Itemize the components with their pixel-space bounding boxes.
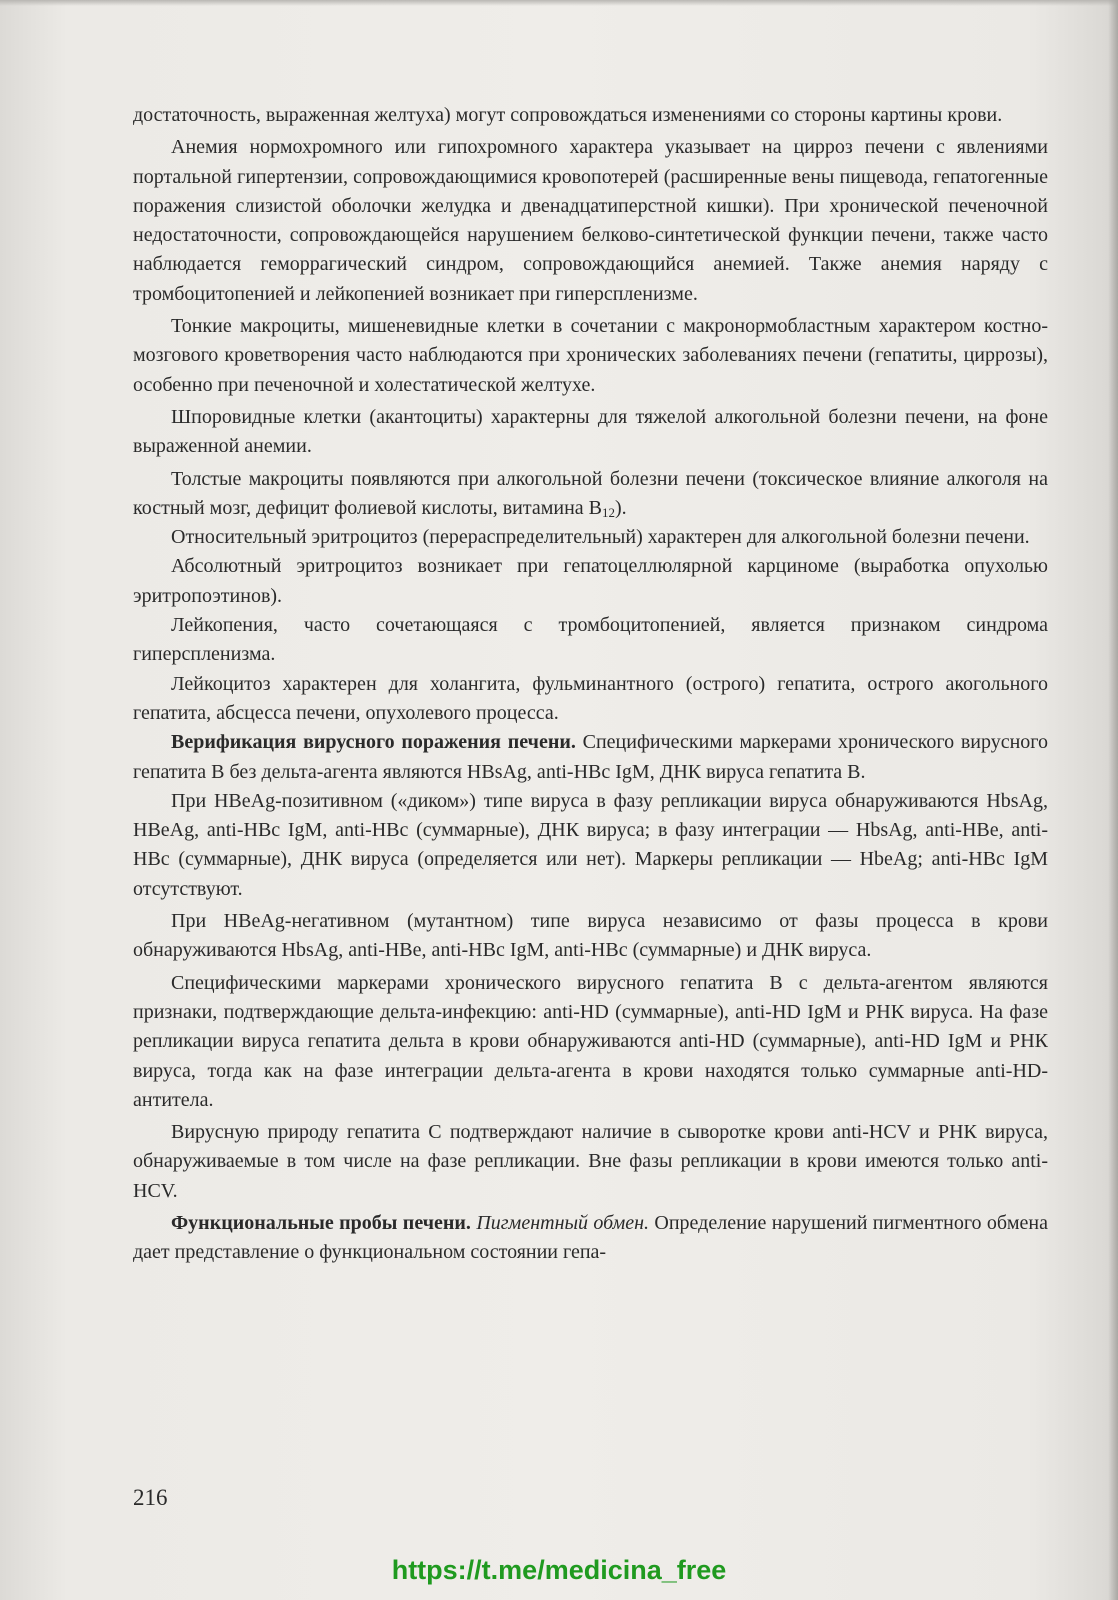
verification-text: Специфическими маркерами хронического вирусного гепатита В без дельта-агента являются HBsAg, anti-HBc IgM, ДНК вируса гепатита В. (133, 731, 1048, 783)
body-text (133, 101, 1048, 1268)
paragraph-macrocytes (133, 465, 1048, 524)
functional-heading: Функциональные пробы печени. (171, 1211, 471, 1234)
paragraph: Специфическими маркерами хронического вирусного гепатита В с дельта-агентом являются признаки, подтверждающие дельта-инфекцию: anti-HD (суммарные), anti-HD IgM и РНК вируса. На фазе репликации вируса гепатита дельта в крови обнаруживаются anti-HD (суммарные), anti-HD IgM и РНК вируса, тогда как на фазе интеграции дельта-агента в крови находятся только суммарные anti-HD-антитела. (133, 971, 1048, 1111)
paragraph: Лейкопения, часто сочетающаяся с тромбоцитопенией, является признаком синдрома гиперспленизма. (133, 614, 1048, 666)
verification-heading: Верификация вирусного поражения печени. (171, 731, 576, 754)
vitamin-subscript: 12 (602, 504, 616, 520)
paragraph: Абсолютный эритроцитоз возникает при гепатоцеллюлярной карциноме (выработка опухолью эритропоэтинов). (133, 555, 1048, 607)
footer-link[interactable]: https://t.me/medicina_free (391, 1555, 727, 1585)
paragraph-verification (133, 728, 1048, 787)
paragraph: достаточность, выраженная желтуха) могут сопровождаться изменениями со стороны картины крови. (133, 104, 1003, 126)
paragraph: Тонкие макроциты, мишеневидные клетки в сочетании с макронормобластным характером костно-мозгового кроветворения часто наблюдаются при хронических заболеваниях печени (гепатиты, циррозы), особенно при печеночной и холестатической желтухе. (133, 315, 1048, 396)
paragraph: Относительный эритроцитоз (перераспределительный) характерен для алкогольной болезни печени. (171, 526, 1030, 549)
functional-subheading: Пигментный обмен. (476, 1211, 650, 1234)
paragraph: Анемия нормохромного или гипохромного характера указывает на цирроз печени с явлениями портальной гипертензии, сопровождающимися кровопотерей (расширенные вены пищевода, гепатогенные поражения слизистой оболочки желудка и двенадцатиперстной кишки). При хронической печеночной недостаточности, сопровождающейся нарушением белково-синтетической функции печени, также часто наблюдается геморрагический синдром, сопровождающийся анемией. Также анемия наряду с тромбоцитопенией и лейкопенией возникает при гиперспленизме. (133, 136, 1048, 305)
macrocytes-tail: ). (615, 496, 627, 519)
scan-shadow-top (0, 0, 1118, 6)
page-number: 216 (133, 1485, 168, 1510)
paragraph: Вирусную природу гепатита С подтверждают наличие в сыворотке крови anti-HCV и РНК вируса, обнаруживаемые в том числе на фазе репликации. Вне фазы репликации в крови имеются только anti-HCV. (133, 1121, 1048, 1202)
scan-shadow-right (1108, 0, 1118, 1600)
paragraph-functional (133, 1209, 1048, 1268)
functional-text: Определение нарушений пигментного обмена дает представление о функциональном состоянии гепа- (133, 1211, 1049, 1264)
macrocytes-text: Толстые макроциты появляются при алкогольной болезни печени (токсическое влияние алкоголя на костный мозг, дефицит фолиевой кислоты, витамина B (133, 467, 1048, 519)
paragraph: Лейкоцитоз характерен для холангита, фульминантного (острого) гепатита, острого акогольного гепатита, абсцесса печени, опухолевого процесса. (133, 672, 1048, 724)
paragraph: При HBeAg-позитивном («диком») типе вируса в фазу репликации вируса обнаруживаются HbsAg, HBeAg, anti-HBc IgM, anti-HBc (суммарные), ДНК вируса; в фазу интеграции — HbsAg, anti-HBe, anti-HBc (суммарные), ДНК вируса (определяется или нет). Маркеры репликации — HbeAg; anti-HBc IgM отсутствуют. (133, 789, 1048, 900)
paragraph: Шпоровидные клетки (акантоциты) характерны для тяжелой алкогольной болезни печени, на фоне выраженной анемии. (133, 405, 1048, 458)
paragraph: При HBeAg-негативном (мутантном) типе вируса независимо от фазы процесса в крови обнаруживаются HbsAg, anti-HBe, anti-HBc IgM, anti-HBc (суммарные) и ДНК вируса. (133, 910, 1048, 962)
